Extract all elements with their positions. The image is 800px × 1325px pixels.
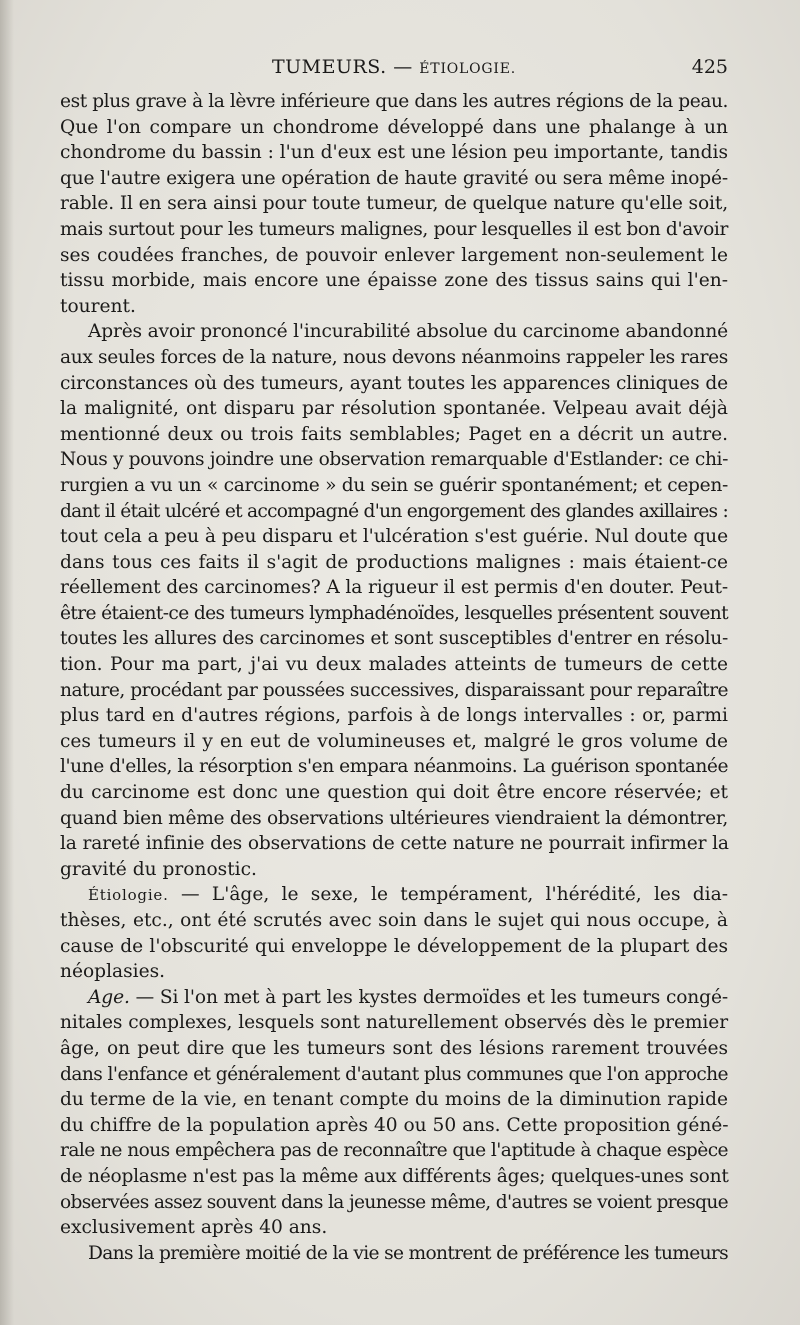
text-line: dant il était ulcéré et accompagné d'un engorgement des glandes axillaires : — [60, 500, 728, 522]
text-line: mentionné deux ou trois faits semblables; Paget en a décrit un autre. — [60, 423, 728, 445]
text-line: rable. Il en sera ainsi pour toute tumeur, de quelque nature qu'elle soit, — [60, 193, 728, 215]
text-line: quand bien même des observations ultérieures viendraient la démontrer, — [60, 807, 728, 829]
text-line: Après avoir prononcé l'incurabilité absolue du carcinome abandonné — [88, 321, 728, 343]
text-line: âge, on peut dire que les tumeurs sont des lésions rarement trouvées — [60, 1037, 728, 1059]
text-line: cause de l'obscurité qui enveloppe le développement de la plupart des — [60, 935, 728, 957]
text-line: mais surtout pour les tumeurs malignes, pour lesquelles il est bon d'avoir — [60, 218, 728, 240]
text-line: tourent. — [60, 295, 136, 317]
text-line: tion. Pour ma part, j'ai vu deux malades atteints de tumeurs de cette — [60, 654, 728, 676]
text-line: thèses, etc., ont été scrutés avec soin dans le sujet qui nous occupe, à — [60, 910, 728, 931]
text-line: plus tard en d'autres régions, parfois à de longs intervalles : or, parmi — [60, 705, 728, 727]
text-line-age — [60, 985, 728, 1011]
text-line: de néoplasme n'est pas la même aux différents âges; quelques-unes sont — [60, 1165, 729, 1187]
text-line-fragment: — Si l'on met à part les kystes dermoïdes et les tumeurs congé- — [135, 986, 728, 1008]
text-line: dans l'enfance et généralement d'autant plus communes que l'on approche — [60, 1063, 728, 1085]
text-line: la rareté infinie des observations de cette nature ne pourrait infirmer la — [60, 833, 729, 855]
text-line: exclusivement après 40 ans. — [60, 1217, 328, 1239]
text-line: du chiffre de la population après 40 ou 50 ans. Cette proposition géné- — [60, 1114, 729, 1136]
text-line: être étaient-ce des tumeurs lymphadénoïdes, lesquelles présentent souvent — [60, 602, 728, 624]
text-line: du terme de la vie, en tenant compte du moins de la diminution rapide — [60, 1089, 728, 1111]
running-title-dash: — — [393, 56, 413, 78]
text-line: que l'autre exigera une opération de haute gravité ou sera même inopé- — [60, 167, 728, 189]
text-line: nitales complexes, lesquels sont naturellement observés dès le premier — [60, 1012, 728, 1034]
text-line-fragment: — L'âge, le sexe, le tempérament, l'hérédité, les dia- — [180, 884, 728, 906]
text-line: dans tous ces faits il s'agit de productions malignes : mais étaient-ce — [60, 551, 728, 573]
text-line: gravité du pronostic. — [60, 858, 257, 880]
text-line: circonstances où des tumeurs, ayant toutes les apparences cliniques de — [60, 372, 728, 394]
text-line: Nous y pouvons joindre une observation remarquable d'Estlander: ce chi- — [60, 449, 728, 471]
text-line: Dans la première moitié de la vie se montrent de préférence les tumeurs — [88, 1242, 728, 1264]
text-line: ses coudées franches, de pouvoir enlever largement non-seulement le — [60, 244, 728, 266]
text-line: du carcinome est donc une question qui doit être encore réservée; et — [60, 782, 728, 804]
text-line: la malignité, ont disparu par résolution spontanée. Velpeau avait déjà — [60, 398, 728, 420]
text-line: observées assez souvent dans la jeunesse même, d'autres se voient presque — [60, 1191, 728, 1213]
text-line: néoplasies. — [60, 961, 166, 983]
running-title-main: TUMEURS. — [271, 56, 387, 78]
text-line: aux seules forces de la nature, nous devons néanmoins rappeler les rares — [60, 346, 728, 368]
text-line: rale ne nous empêchera pas de reconnaître que l'aptitude à chaque espèce — [60, 1140, 728, 1162]
text-line: est plus grave à la lèvre inférieure que dans les autres régions de la peau. — [60, 91, 728, 112]
text-line: chondrome du bassin : l'un d'eux est une lésion peu importante, tandis — [60, 142, 728, 164]
text-line: tout cela a peu à peu disparu et l'ulcération s'est guérie. Nul doute que — [60, 526, 728, 548]
running-title-section: ÉTIOLOGIE. — [419, 61, 517, 77]
section-heading-age: Age. — [88, 986, 130, 1008]
running-title — [60, 56, 728, 78]
text-line: tissu morbide, mais encore une épaisse zone des tissus sains qui l'en- — [60, 270, 728, 292]
text-line: Que l'on compare un chondrome développé dans une phalange à un — [60, 116, 728, 138]
text-line: réellement des carcinomes? A la rigueur il est permis d'en douter. Peut- — [60, 577, 728, 599]
binding-shadow — [0, 0, 14, 1325]
text-line: ces tumeurs il y en eut de volumineuses et, malgré le gros volume de — [60, 730, 728, 752]
body-text — [60, 89, 728, 1266]
text-line: l'une d'elles, la résorption s'en empara néanmoins. La guérison spontanée — [60, 756, 728, 778]
page-number: 425 — [691, 56, 728, 78]
text-line-etiologie — [60, 882, 728, 908]
text-line: toutes les allures des carcinomes et sont susceptibles d'entrer en résolu- — [60, 628, 728, 650]
section-heading-etiologie: Étiologie. — [88, 886, 169, 905]
text-line: nature, procédant par poussées successives, disparaissant pour reparaître — [60, 679, 729, 701]
text-line: rurgien a vu un « carcinome » du sein se guérir spontanément; et cepen- — [60, 474, 728, 496]
running-header — [60, 56, 728, 86]
